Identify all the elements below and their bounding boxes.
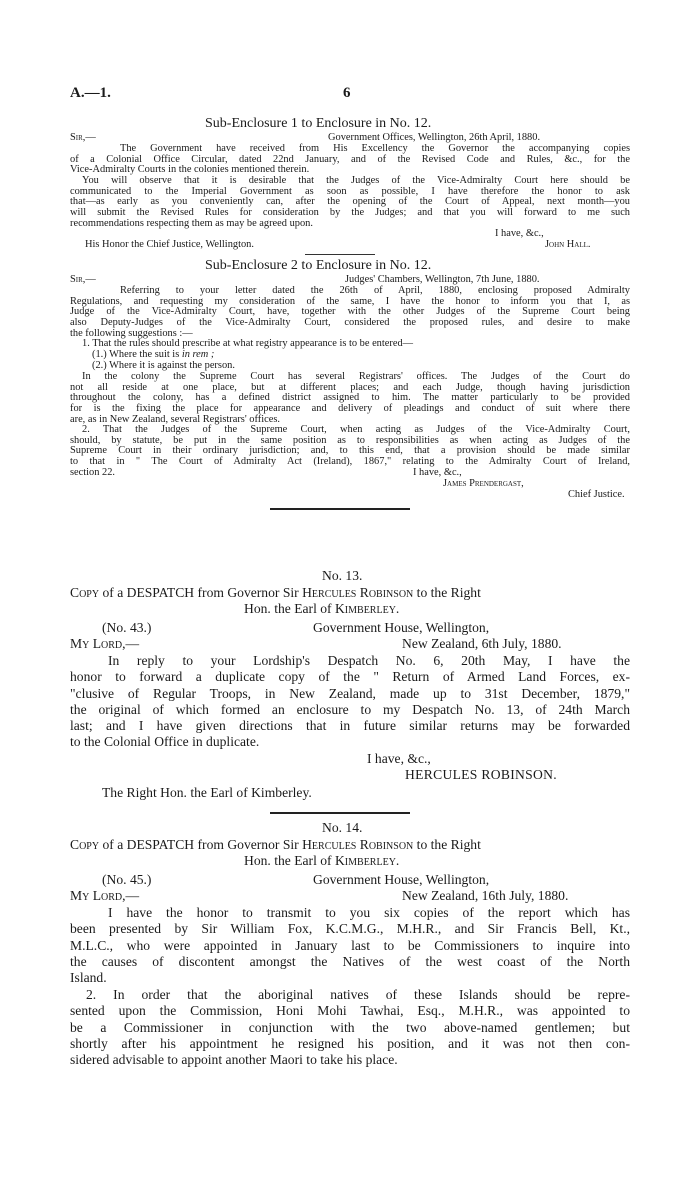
- person-name: Kimberley.: [334, 853, 400, 868]
- text-line: (1.) Where the suit is: [92, 349, 182, 360]
- text-line: Island.: [70, 970, 107, 986]
- text-line: sented upon the Commission, Honi Mohi Tawhai, Esq., M.H.R., was appointed to: [70, 1003, 630, 1019]
- sub2-paragraph-3: [70, 425, 630, 468]
- text-line: will submit the Revised Rules for consideration by the Judges; and that you will forward to me such: [70, 207, 630, 219]
- italic-text: in rem ;: [181, 349, 215, 360]
- text-line: Copy: [70, 837, 100, 852]
- text-line: also Deputy-Judges of the Vice-Admiralty Court, considered the proposed rules, and desire to make: [70, 317, 630, 329]
- text-line: Judge of the Vice-Admiralty Court, have, together with the other Judges of the Supreme Court being: [70, 306, 630, 318]
- text-line: to the Right: [413, 585, 481, 600]
- text-line: for is the fixing the place for appearance and delivery of pleadings and conduct of suit where there: [70, 403, 630, 415]
- no14-heading: No. 14.: [322, 820, 363, 835]
- no14-despatch-title-line-2: [244, 853, 399, 869]
- text-line: Copy: [70, 585, 100, 600]
- sub1-paragraph-1: [70, 144, 630, 176]
- text-line: not all reside at one place, but at different places; and each Judge, though having jurisdiction: [70, 381, 630, 393]
- no13-signature: HERCULES ROBINSON.: [405, 767, 557, 782]
- text-line: shortly after his appointment he resigned his position, and it was not then con-: [70, 1035, 630, 1051]
- text-line: should, by statute, be put in the same position as to responsibilities as when acting as Judges of the: [70, 434, 630, 446]
- text-line: Referring to your letter dated the 26th of April, 1880, enclosing proposed Admiralty: [120, 285, 630, 296]
- text-line: last; and I have given directions that in future similar returns may be forwarded: [70, 718, 630, 734]
- text-line: Regulations, and requesting my consideration of the same, I have the honor to inform you that I, as: [70, 295, 630, 307]
- text-line: 2. In order that the aboriginal natives of these Islands should be repre-: [86, 987, 630, 1002]
- no13-heading: No. 13.: [322, 568, 363, 583]
- text-line: the following suggestions :—: [70, 327, 193, 339]
- no13-address-1: Government House, Wellington,: [313, 620, 490, 635]
- no14-number: (No. 45.): [102, 872, 152, 887]
- text-line: to that in " The Court of Admiralty Act (Ireland), 1867," relating to the Admiralty Court of Ireland,: [70, 456, 630, 468]
- sub2-paragraph-1: [70, 286, 630, 340]
- separator-rule: [305, 254, 375, 255]
- no14-salutation: My Lord,—: [70, 888, 140, 903]
- text-line: Supreme Court in their ordinary jurisdiction; and, to this end, that a provision should be made similar: [70, 445, 630, 457]
- sub1-addressee: His Honor the Chief Justice, Wellington.: [85, 239, 254, 250]
- text-line: been presented by Sir William Fox, K.C.M.G., M.H.R., and Sir Francis Bell, Kt.,: [70, 921, 630, 937]
- section-rule: [270, 812, 410, 814]
- sub-enclosure-2-title: Sub-Enclosure 2 to Enclosure in No. 12.: [205, 258, 432, 273]
- person-name: Hercules Robinson: [302, 837, 414, 852]
- text-line: are, as in New Zealand, several Registrars' offices.: [70, 413, 280, 425]
- no13-despatch-title-line-1: [70, 585, 481, 601]
- text-line: recommendations respecting them as may be agreed upon.: [70, 217, 313, 229]
- text-line: Hon. the Earl of: [244, 853, 335, 868]
- sub2-salutation: Sir,—: [70, 274, 96, 285]
- text-line: In the colony the Supreme Court has several Registrars' offices. The Judges of the Court do: [82, 371, 630, 382]
- page-reference: A.—1.: [70, 85, 111, 101]
- text-line: that—as early as you conveniently can, after the opening of the Court of Appeal, next month—you: [70, 196, 630, 208]
- no14-body-2: [70, 987, 630, 1068]
- sub2-address: Judges' Chambers, Wellington, 7th June, 1880.: [345, 274, 540, 285]
- text-line: honor to forward a duplicate copy of the " Return of Armed Land Forces, ex-: [70, 669, 630, 685]
- text-line: In reply to your Lordship's Despatch No. 6, 20th May, I have the: [108, 653, 630, 668]
- text-line: The Government have received from His Excellency the Governor the accompanying copies: [120, 143, 630, 154]
- sub2-paragraph-2: [70, 372, 630, 426]
- no13-despatch-title-line-2: [244, 601, 399, 617]
- no14-address-1: Government House, Wellington,: [313, 872, 490, 887]
- person-name: Kimberley.: [334, 601, 400, 616]
- text-line: throughout the colony, has a defined district assigned to him. The matter particularly to be provided: [70, 392, 630, 404]
- sub2-signature-title: Chief Justice.: [568, 489, 625, 500]
- text-line: to the Colonial Office in duplicate.: [70, 734, 260, 750]
- sub2-closing: I have, &c.,: [413, 467, 462, 478]
- no13-salutation: My Lord,—: [70, 636, 140, 651]
- text-line: the original of which formed an enclosure to my Despatch No. 13, of 24th March: [70, 701, 630, 717]
- text-line: of a DESPATCH from Governor Sir: [99, 585, 303, 600]
- sub1-signature: John Hall.: [545, 239, 591, 250]
- text-line: Vice-Admiralty Courts in the colonies mentioned therein.: [70, 164, 310, 176]
- text-line: communicated to the Imperial Government as soon as possible, I have therefore the honor to ask: [70, 185, 630, 197]
- no14-address-2: New Zealand, 16th July, 1880.: [402, 888, 569, 903]
- text-line: You will observe that it is desirable that the Judges of the Vice-Admiralty Court here should be: [82, 175, 630, 186]
- person-name: Hercules Robinson: [302, 585, 414, 600]
- text-line: to the Right: [413, 837, 481, 852]
- sub-enclosure-1-title: Sub-Enclosure 1 to Enclosure in No. 12.: [205, 116, 432, 131]
- no14-body: [70, 905, 630, 986]
- text-line: 2. That the Judges of the Supreme Court, when acting as Judges of the Vice-Admiralty Court,: [82, 424, 630, 435]
- text-line: I have the honor to transmit to you six copies of the report which has: [108, 905, 630, 920]
- sub1-paragraph-2: [70, 176, 630, 230]
- text-line: M.L.C., who were appointed in January last to be Commissioners to inquire into: [70, 937, 630, 953]
- sub2-section: section 22.: [70, 467, 116, 478]
- sub1-salutation: Sir,—: [70, 132, 96, 143]
- sub2-signature: James Prendergast,: [443, 478, 524, 489]
- sub2-item-1: 1. That the rules should prescribe at what registry appearance is to be entered—: [82, 338, 414, 349]
- sub2-item-1b: (2.) Where it is against the person.: [92, 360, 235, 371]
- sub1-address: Government Offices, Wellington, 26th April, 1880.: [328, 132, 541, 143]
- text-line: Hon. the Earl of: [244, 601, 335, 616]
- no13-body: [70, 653, 630, 751]
- text-line: the causes of discontent amongst the Natives of the west coast of the North: [70, 953, 630, 969]
- no13-addressee: The Right Hon. the Earl of Kimberley.: [102, 785, 312, 800]
- no13-closing: I have, &c.,: [367, 751, 431, 766]
- no13-address-2: New Zealand, 6th July, 1880.: [402, 636, 562, 651]
- page-number: 6: [343, 85, 351, 101]
- sub1-closing: I have, &c.,: [495, 228, 544, 239]
- no14-despatch-title-line-1: [70, 837, 481, 853]
- text-line: be a Commissioner in conjunction with the two above-named gentlemen; but: [70, 1019, 630, 1035]
- text-line: of a DESPATCH from Governor Sir: [99, 837, 303, 852]
- text-line: "clusive of Regular Troops, in New Zealand, made up to 31st December, 1879,": [70, 685, 630, 701]
- no13-number: (No. 43.): [102, 620, 152, 635]
- text-line: sidered advisable to appoint another Maori to take his place.: [70, 1052, 398, 1068]
- section-rule: [270, 508, 410, 510]
- text-line: of a Colonial Office Circular, dated 22nd January, and of the Revised Code and Rules, &c., for the: [70, 153, 630, 165]
